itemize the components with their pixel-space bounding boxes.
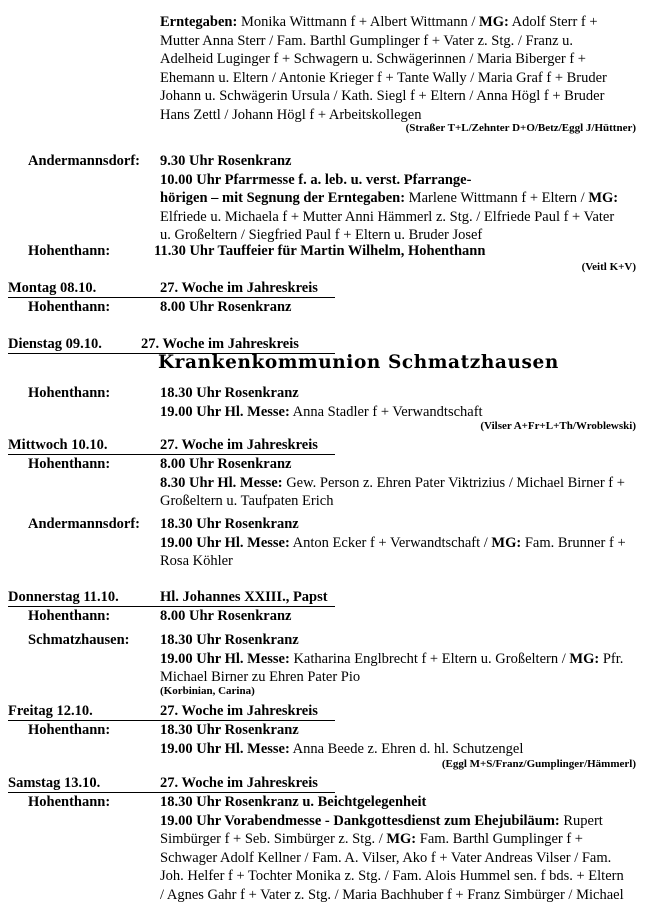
- day-header-mittwoch: [8, 436, 335, 455]
- ministranten-note: (Straßer T+L/Zehnter D+O/Betz/Eggl J/Hüttner): [405, 122, 636, 134]
- krankenkommunion-banner: Krankenkommunion Schmatzhausen: [158, 352, 559, 373]
- intention-text: Elfriede u. Michaela f + Mutter Anni Hämmerl z. Stg. / Elfriede Paul f + Vater: [160, 208, 615, 225]
- pfarrmesse-line: hörigen – mit Segnung der Erntegaben:: [160, 190, 406, 207]
- freitag-entry: [160, 721, 646, 758]
- liturgical-week: 27. Woche im Jahreskreis: [160, 280, 318, 296]
- mg-label: MG:: [588, 190, 619, 207]
- messe-label: 19.00 Uhr Vorabendmesse - Dankgottesdienst zum Ehejubiläum:: [160, 812, 560, 829]
- messe-label: 19.00 Uhr Hl. Messe:: [160, 534, 290, 551]
- location-label: Hohenthann:: [28, 722, 111, 738]
- rosenkranz-time: 9.30 Uhr Rosenkranz: [160, 153, 292, 169]
- mittwoch-entry-1: [160, 455, 646, 511]
- erntegaben-line: Johann u. Schwägerin Ursula / Kath. Siegl f + Eltern / Anna Högl f + Bruder: [160, 88, 605, 105]
- andermannsdorf-entry: [160, 152, 646, 245]
- dienstag-entry: [160, 384, 646, 421]
- erntegaben-line: Adolf Sterr f +: [508, 14, 598, 30]
- day-name: Donnerstag 11.10.: [8, 589, 119, 605]
- erntegaben-line: Ehemann u. Eltern / Antonie Krieger f + Tante Wally / Maria Graf f + Bruder: [160, 69, 607, 86]
- intention-text: Pfr.: [599, 650, 624, 667]
- day-name: Mittwoch 10.10.: [8, 437, 108, 453]
- messe-label: 19.00 Uhr Hl. Messe:: [160, 650, 290, 667]
- intention-text: Katharina Englbrecht f + Eltern u. Großeltern /: [289, 650, 570, 667]
- day-header-samstag: [8, 774, 335, 793]
- erntegaben-entry: [160, 13, 646, 125]
- intention-text: Marlene Wittmann f + Eltern /: [405, 190, 589, 207]
- messe-label: 8.30 Uhr Hl. Messe:: [160, 474, 283, 491]
- erntegaben-line: Mutter Anna Sterr / Fam. Barthl Gumplinger f + Vater z. Stg. / Franz u.: [160, 32, 574, 49]
- liturgical-week: 27. Woche im Jahreskreis: [160, 703, 318, 719]
- day-name: Freitag 12.10.: [8, 703, 93, 719]
- rosenkranz-time: 18.30 Uhr Rosenkranz u. Beichtgelegenheit: [160, 794, 427, 810]
- samstag-entry: [160, 793, 646, 905]
- erntegaben-line: Hans Zettl / Johann Högl f + Arbeitskollegen: [160, 106, 422, 123]
- day-name: Dienstag 09.10.: [8, 336, 102, 352]
- pfarrmesse-line: 10.00 Uhr Pfarrmesse f. a. leb. u. verst. Pfarrange-: [160, 171, 472, 188]
- intention-text: Fam. Brunner f +: [521, 534, 626, 551]
- mg-label: MG:: [386, 831, 417, 848]
- erntegaben-line: Adelheid Luginger f + Schwagern u. Schwägerinnen / Maria Biberger f +: [160, 51, 586, 68]
- intention-text: Simbürger f + Seb. Simbürger z. Stg. /: [160, 831, 387, 848]
- ministranten-note: (Korbinian, Carina): [160, 685, 255, 697]
- intention-text: Joh. Helfer f + Tochter Monika z. Stg. / Fam. Alois Hummel sen. f bds. + Eltern: [160, 868, 624, 885]
- rosenkranz-time: 18.30 Uhr Rosenkranz: [160, 632, 299, 648]
- day-header-donnerstag: [8, 588, 335, 607]
- location-label: Hohenthann:: [28, 456, 111, 472]
- mg-label: MG:: [479, 14, 509, 30]
- liturgical-week: 27. Woche im Jahreskreis: [141, 336, 299, 352]
- intention-text: Michael Birner zu Ehren Pater Pio: [160, 669, 361, 686]
- ministranten-note: (Eggl M+S/Franz/Gumplinger/Hämmerl): [441, 758, 636, 770]
- tauffeier-line: 11.30 Uhr Tauffeier für Martin Wilhelm, Hohenthann: [154, 243, 486, 259]
- intention-text: Anton Ecker f + Verwandtschaft /: [289, 534, 492, 551]
- rosenkranz-time: 8.00 Uhr Rosenkranz: [160, 456, 292, 472]
- location-label: Hohenthann:: [28, 243, 111, 259]
- rosenkranz-time: 18.30 Uhr Rosenkranz: [160, 722, 299, 738]
- location-label: Hohenthann:: [28, 385, 111, 401]
- donnerstag-entry: [160, 631, 646, 687]
- mg-label: MG:: [491, 534, 522, 551]
- liturgical-week: 27. Woche im Jahreskreis: [160, 437, 318, 453]
- intention-text: Rupert: [559, 812, 603, 829]
- location-label: Hohenthann:: [28, 608, 111, 624]
- location-label: Andermannsdorf:: [28, 153, 140, 169]
- mittwoch-entry-2: [160, 515, 646, 571]
- location-label: Hohenthann:: [28, 299, 111, 315]
- rosenkranz-time: 8.00 Uhr Rosenkranz: [160, 299, 292, 315]
- erntegaben-line: Monika Wittmann f + Albert Wittmann /: [240, 14, 480, 30]
- intention-text: Großeltern u. Taufpaten Erich: [160, 493, 334, 510]
- messe-label: 19.00 Uhr Hl. Messe:: [160, 403, 290, 420]
- day-name: Samstag 13.10.: [8, 775, 101, 791]
- erntegaben-label: Erntegaben:: [160, 14, 238, 30]
- intention-text: Anna Beede z. Ehren d. hl. Schutzengel: [289, 740, 524, 757]
- location-label: Andermannsdorf:: [28, 516, 140, 532]
- rosenkranz-time: 8.00 Uhr Rosenkranz: [160, 608, 292, 624]
- intention-text: Anna Stadler f + Verwandtschaft: [289, 403, 483, 420]
- location-label: Hohenthann:: [28, 794, 111, 810]
- ministranten-note: (Veitl K+V): [581, 261, 636, 273]
- day-header-freitag: [8, 702, 335, 721]
- intention-text: Rosa Köhler: [160, 553, 233, 570]
- rosenkranz-time: 18.30 Uhr Rosenkranz: [160, 385, 299, 401]
- liturgical-week: Hl. Johannes XXIII., Papst: [160, 589, 328, 605]
- ministranten-note: (Vilser A+Fr+L+Th/Wroblewski): [480, 420, 636, 432]
- messe-label: 19.00 Uhr Hl. Messe:: [160, 740, 290, 757]
- intention-text: Gew. Person z. Ehren Pater Viktrizius / Michael Birner f +: [282, 474, 625, 491]
- rosenkranz-time: 18.30 Uhr Rosenkranz: [160, 516, 299, 532]
- intention-text: Schwager Adolf Kellner / Fam. A. Vilser, Ako f + Vater Andreas Vilser / Fam.: [160, 849, 612, 866]
- intention-text: u. Großeltern / Siegfried Paul f + Eltern u. Bruder Josef: [160, 227, 483, 244]
- location-label: Schmatzhausen:: [28, 632, 130, 648]
- liturgical-week: 27. Woche im Jahreskreis: [160, 775, 318, 791]
- day-header-montag: [8, 279, 335, 298]
- intention-text: Fam. Barthl Gumplinger f +: [416, 831, 583, 848]
- day-name: Montag 08.10.: [8, 280, 97, 296]
- mg-label: MG:: [569, 650, 600, 667]
- intention-text: / Agnes Gahr f + Vater z. Stg. / Maria Bachhuber f + Franz Simbürger / Michael: [160, 886, 624, 903]
